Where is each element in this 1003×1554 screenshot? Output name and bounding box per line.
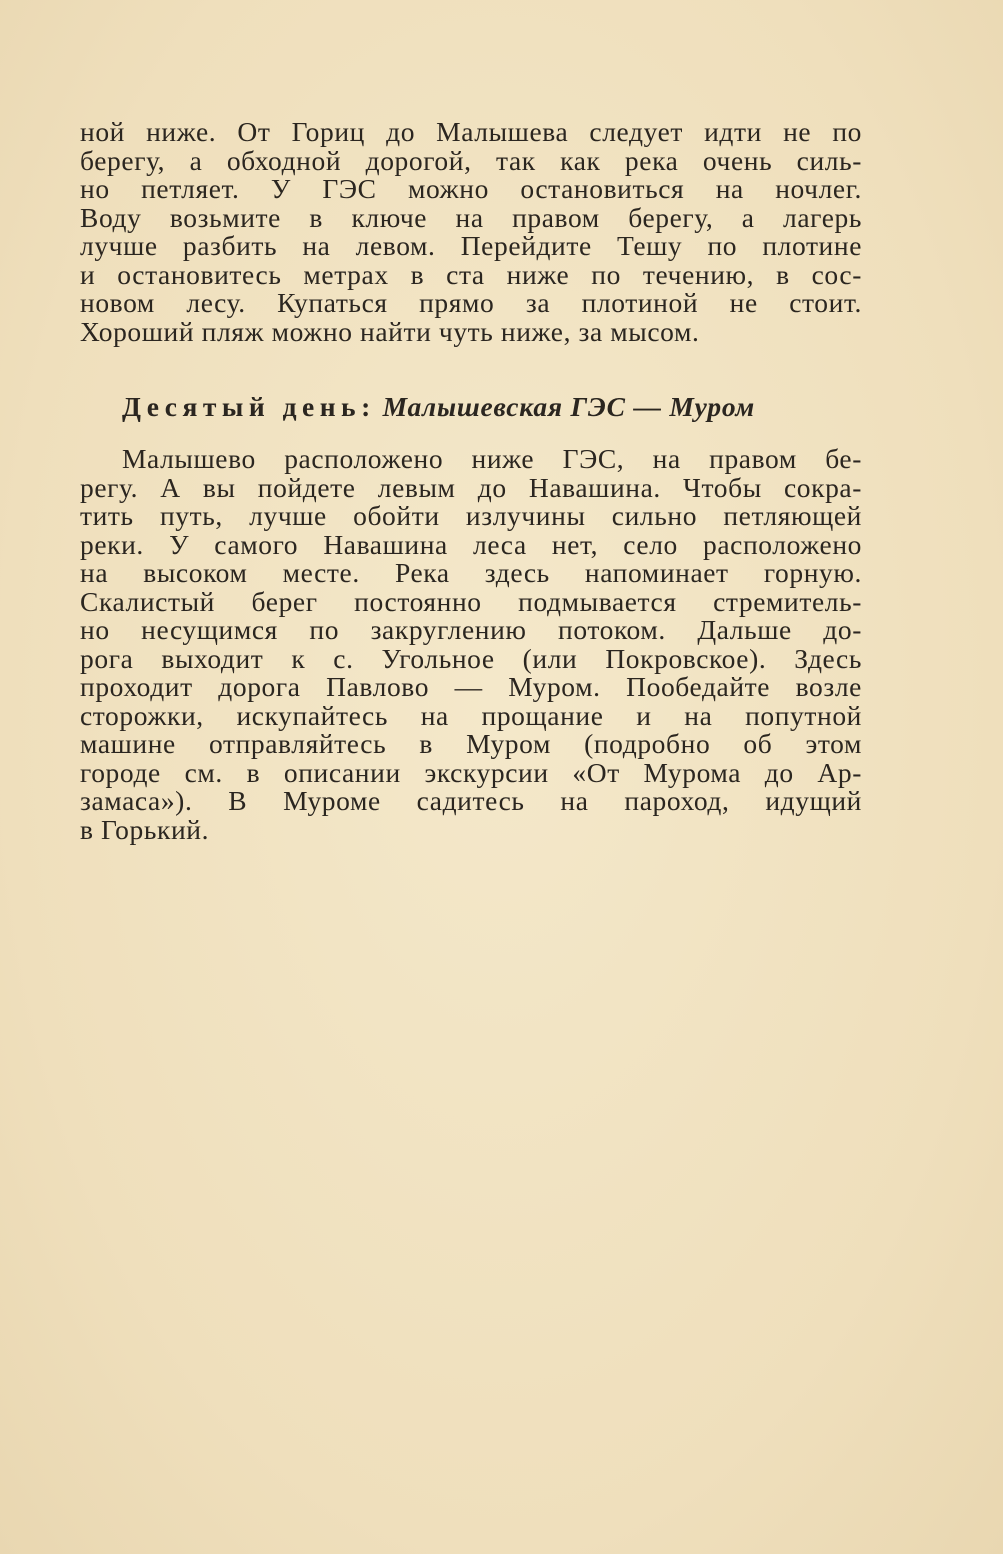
text-line: машине отправляйтесь в Муром (подробно об этом [80,728,862,759]
text-line: новом лесу. Купаться прямо за плотиной не стоит. [80,287,862,318]
text-line: но несущимся по закруглению потоком. Дальше до- [80,614,862,645]
text-line: регу. А вы пойдете левым до Навашина. Чтобы сокра- [80,471,862,503]
text-line: ной ниже. От Гориц до Малышева следует идти не по [80,116,862,147]
text-line: в Горький. [80,813,210,845]
text-line: на высоком месте. Река здесь напоминает горную. [80,557,862,588]
text-line: реки. У самого Навашина леса нет, село расположено [80,528,862,560]
text-line: сторожки, искупайтесь на прощание и на попутной [80,699,862,731]
text-line: тить путь, лучше обойти излучины сильно петляющей [80,500,862,531]
text-line: Скалистый берег постоянно подмывается стремитель- [80,585,862,617]
text-line: Хороший пляж можно найти чуть ниже, за мысом. [80,315,700,347]
text-line: лучше разбить на левом. Перейдите Тешу по плотине [80,230,862,261]
text-line: берегу, а обходной дорогой, так как река очень силь- [80,144,862,176]
text-line: проходит дорога Павлово — Муром. Пообедайте возле [80,671,862,702]
text-line: Воду возьмите в ключе на правом берегу, а лагерь [80,201,862,233]
text-line: и остановитесь метрах в ста ниже по течению, в сос- [80,258,862,290]
section-heading [122,392,755,422]
paragraph-day-ten [80,445,862,844]
text-line: замаса»). В Муроме садитесь на пароход, идущий [80,785,862,816]
text-line: городе см. в описании экскурсии «От Мурома до Ар- [80,756,862,788]
paragraph-intro [80,118,862,346]
heading-route: Малышевская ГЭС — Муром [382,391,756,422]
text-line: рога выходит к с. Угольное (или Покровское). Здесь [80,642,862,674]
text-line: но петляет. У ГЭС можно остановиться на ночлег. [80,173,862,204]
heading-day-label: Десятый день: [122,391,376,422]
text-line: Малышево расположено ниже ГЭС, на правом бе- [122,443,862,474]
